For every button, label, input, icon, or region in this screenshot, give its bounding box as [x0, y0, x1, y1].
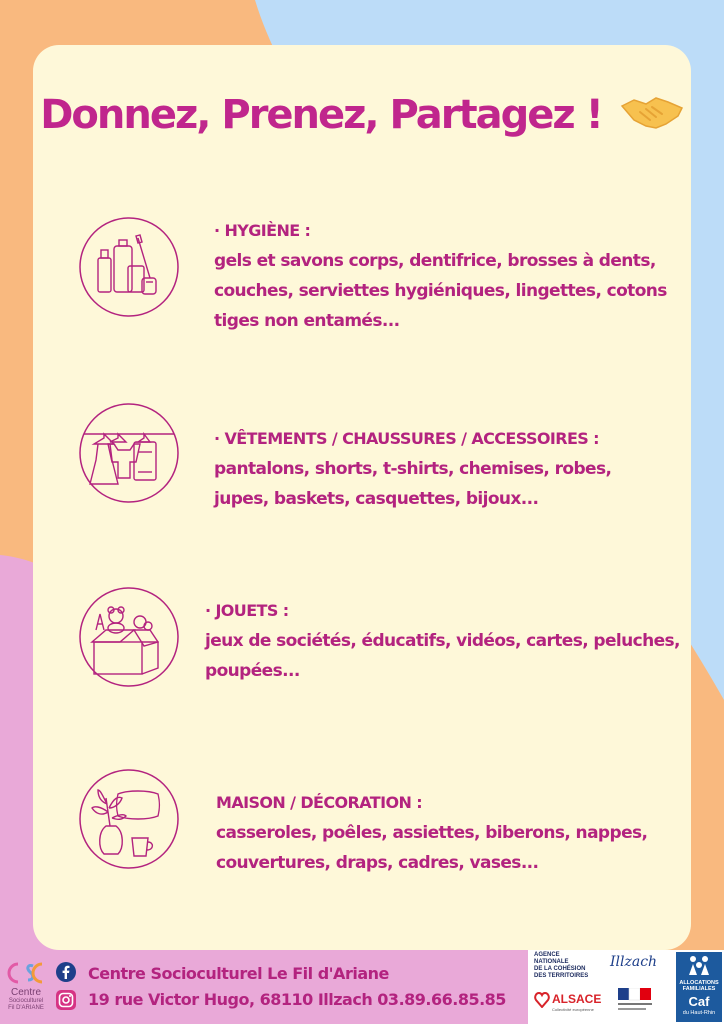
toiletries-icon: [78, 216, 180, 318]
section-heading: · JOUETS :: [205, 601, 289, 620]
caf-logo: ALLOCATIONS FAMILIALES Caf du Haut-Rhin: [676, 952, 722, 1022]
section-line: poupées...: [205, 661, 300, 681]
centre-address: 19 rue Victor Hugo, 68110 Illzach 03.89.66.85.85: [88, 990, 506, 1009]
section-hygiene: [214, 216, 667, 336]
section-home: [216, 788, 647, 878]
anct-logo: AGENCE NATIONALE DE LA COHÉSION DES TERRITOIRES: [534, 952, 589, 979]
handshake-icon: [620, 92, 684, 132]
alsace-logo: ALSACE: [552, 992, 602, 1006]
section-heading: · HYGIÈNE :: [214, 221, 311, 240]
section-line: gels et savons corps, dentifrice, brosses à dents,: [214, 251, 656, 271]
alsace-logo-icon: [534, 992, 550, 1008]
section-line: jupes, baskets, casquettes, bijoux...: [214, 489, 539, 509]
section-line: pantalons, shorts, t-shirts, chemises, robes,: [214, 459, 612, 479]
section-line: casseroles, poêles, assiettes, biberons, nappes,: [216, 823, 648, 843]
section-heading: MAISON / DÉCORATION :: [216, 793, 423, 812]
toy-box-icon: [78, 586, 180, 688]
section-line: couvertures, draps, cadres, vases...: [216, 853, 539, 873]
prefet-logo-icon: [618, 988, 652, 1014]
centre-name: Centre Socioculturel Le Fil d'Ariane: [88, 964, 389, 983]
section-clothes: [214, 424, 611, 514]
instagram-icon[interactable]: [56, 990, 76, 1010]
title-text: Donnez, Prenez, Partagez !: [40, 92, 602, 138]
clothes-rack-icon: [78, 402, 180, 504]
facebook-icon[interactable]: [56, 962, 76, 982]
section-toys: [205, 596, 680, 686]
section-line: couches, serviettes hygiéniques, lingettes, cotons: [214, 281, 667, 301]
page-title: [0, 92, 724, 138]
partner-logos: [528, 950, 724, 1024]
section-heading: · VÊTEMENTS / CHAUSSURES / ACCESSOIRES :: [214, 429, 599, 448]
caf-figures-icon: [687, 955, 711, 977]
centre-logo-icon: [6, 960, 46, 986]
alsace-sub: Collectivité européenne: [552, 1007, 594, 1012]
section-line: jeux de sociétés, éducatifs, vidéos, cartes, peluches,: [205, 631, 680, 651]
section-line: tiges non entamés...: [214, 311, 400, 331]
home-decor-icon: [78, 768, 180, 870]
illzach-logo: Illzach: [610, 954, 658, 970]
centre-logo-text: Centre Socioculturel Fil D'ARIANE: [8, 987, 44, 1011]
